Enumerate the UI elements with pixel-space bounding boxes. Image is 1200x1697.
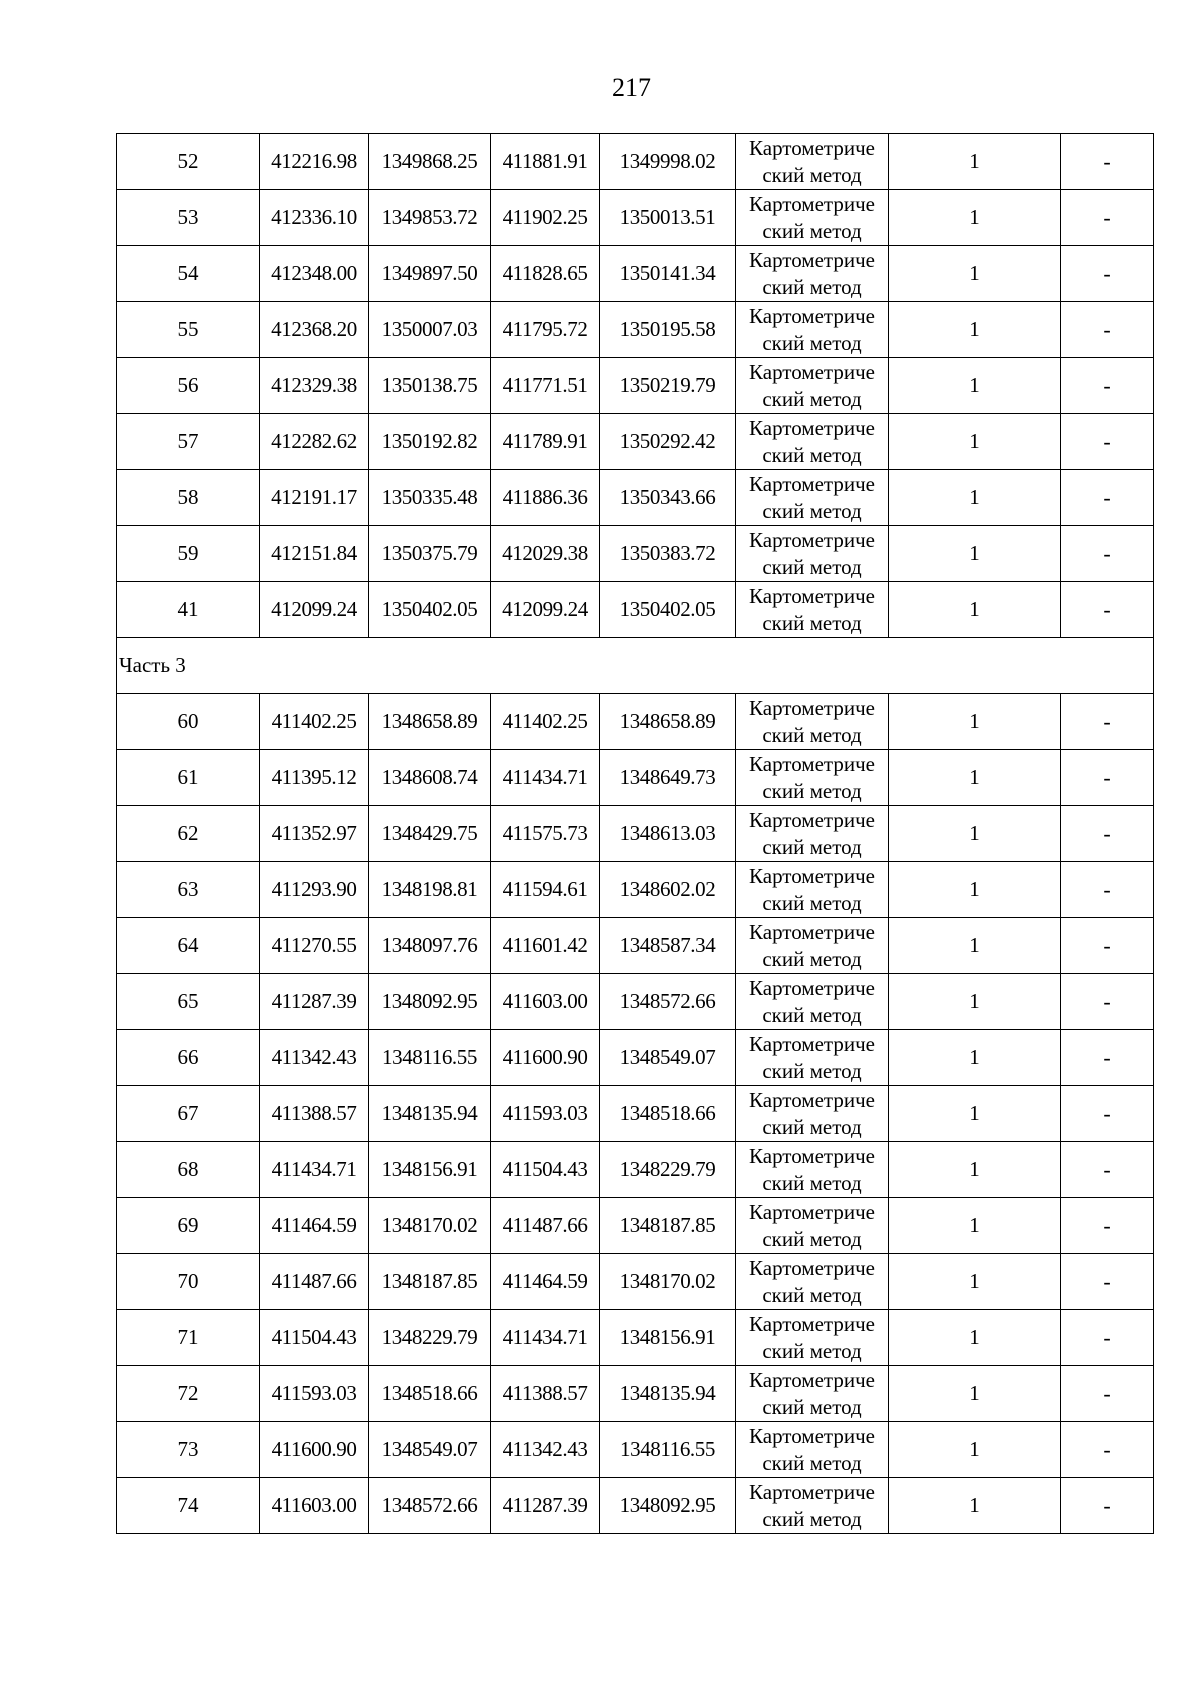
method-cell xyxy=(736,974,889,1030)
note-cell: - xyxy=(1061,1254,1154,1310)
table-row xyxy=(117,1030,1154,1086)
note-cell: - xyxy=(1061,190,1154,246)
method-line-2: ский метод xyxy=(762,947,862,971)
y2-cell: 1348602.02 xyxy=(600,862,736,918)
method-cell xyxy=(736,694,889,750)
point-number-cell: 60 xyxy=(117,694,260,750)
point-number-cell: 74 xyxy=(117,1478,260,1534)
note-cell: - xyxy=(1061,1478,1154,1534)
x2-cell: 411434.71 xyxy=(491,1310,600,1366)
x1-cell: 411487.66 xyxy=(260,1254,369,1310)
method-line-2: ский метод xyxy=(762,1003,862,1027)
method-line-1: Картометриче xyxy=(749,528,875,552)
table-row xyxy=(117,1366,1154,1422)
y1-cell: 1348135.94 xyxy=(369,1086,491,1142)
method-line-2: ский метод xyxy=(762,1283,862,1307)
method-line-1: Картометриче xyxy=(749,1088,875,1112)
y2-cell: 1348613.03 xyxy=(600,806,736,862)
y2-cell: 1348549.07 xyxy=(600,1030,736,1086)
method-line-1: Картометриче xyxy=(749,416,875,440)
method-line-2: ский метод xyxy=(762,1339,862,1363)
accuracy-cell: 1 xyxy=(889,1142,1061,1198)
y1-cell: 1348170.02 xyxy=(369,1198,491,1254)
method-line-1: Картометриче xyxy=(749,472,875,496)
note-cell: - xyxy=(1061,862,1154,918)
accuracy-cell: 1 xyxy=(889,1198,1061,1254)
point-number-cell: 72 xyxy=(117,1366,260,1422)
accuracy-cell: 1 xyxy=(889,470,1061,526)
method-cell xyxy=(736,1030,889,1086)
accuracy-cell: 1 xyxy=(889,414,1061,470)
method-line-2: ский метод xyxy=(762,779,862,803)
note-cell: - xyxy=(1061,806,1154,862)
table-row xyxy=(117,1478,1154,1534)
point-number-cell: 53 xyxy=(117,190,260,246)
method-line-2: ский метод xyxy=(762,1227,862,1251)
x1-cell: 411270.55 xyxy=(260,918,369,974)
method-line-2: ский метод xyxy=(762,1451,862,1475)
x2-cell: 411594.61 xyxy=(491,862,600,918)
x2-cell: 411342.43 xyxy=(491,1422,600,1478)
accuracy-cell: 1 xyxy=(889,358,1061,414)
method-cell xyxy=(736,134,889,190)
y1-cell: 1348187.85 xyxy=(369,1254,491,1310)
x2-cell: 411504.43 xyxy=(491,1142,600,1198)
section-row xyxy=(117,638,1154,694)
accuracy-cell: 1 xyxy=(889,134,1061,190)
y2-cell: 1350013.51 xyxy=(600,190,736,246)
y2-cell: 1350402.05 xyxy=(600,582,736,638)
accuracy-cell: 1 xyxy=(889,1086,1061,1142)
x1-cell: 412191.17 xyxy=(260,470,369,526)
x1-cell: 412099.24 xyxy=(260,582,369,638)
method-line-1: Картометриче xyxy=(749,192,875,216)
note-cell: - xyxy=(1061,918,1154,974)
note-cell: - xyxy=(1061,1422,1154,1478)
x2-cell: 411771.51 xyxy=(491,358,600,414)
method-cell xyxy=(736,1310,889,1366)
point-number-cell: 71 xyxy=(117,1310,260,1366)
point-number-cell: 68 xyxy=(117,1142,260,1198)
table-row xyxy=(117,190,1154,246)
x1-cell: 411352.97 xyxy=(260,806,369,862)
y2-cell: 1350292.42 xyxy=(600,414,736,470)
x1-cell: 412329.38 xyxy=(260,358,369,414)
point-number-cell: 69 xyxy=(117,1198,260,1254)
point-number-cell: 57 xyxy=(117,414,260,470)
accuracy-cell: 1 xyxy=(889,1310,1061,1366)
method-line-1: Картометриче xyxy=(749,1032,875,1056)
accuracy-cell: 1 xyxy=(889,246,1061,302)
y2-cell: 1348170.02 xyxy=(600,1254,736,1310)
point-number-cell: 70 xyxy=(117,1254,260,1310)
method-cell xyxy=(736,918,889,974)
accuracy-cell: 1 xyxy=(889,302,1061,358)
method-cell xyxy=(736,246,889,302)
method-line-2: ский метод xyxy=(762,891,862,915)
method-cell xyxy=(736,862,889,918)
point-number-cell: 59 xyxy=(117,526,260,582)
method-line-1: Картометриче xyxy=(749,864,875,888)
method-line-2: ский метод xyxy=(762,723,862,747)
x2-cell: 411287.39 xyxy=(491,1478,600,1534)
accuracy-cell: 1 xyxy=(889,1478,1061,1534)
table-row xyxy=(117,1142,1154,1198)
y2-cell: 1348649.73 xyxy=(600,750,736,806)
method-cell xyxy=(736,470,889,526)
table-row xyxy=(117,470,1154,526)
method-line-2: ский метод xyxy=(762,1115,862,1139)
y2-cell: 1350343.66 xyxy=(600,470,736,526)
method-line-1: Картометриче xyxy=(749,1256,875,1280)
accuracy-cell: 1 xyxy=(889,1422,1061,1478)
y1-cell: 1348116.55 xyxy=(369,1030,491,1086)
method-cell xyxy=(736,358,889,414)
x2-cell: 411603.00 xyxy=(491,974,600,1030)
method-line-1: Картометриче xyxy=(749,304,875,328)
method-line-1: Картометриче xyxy=(749,360,875,384)
note-cell: - xyxy=(1061,582,1154,638)
table-row xyxy=(117,750,1154,806)
point-number-cell: 56 xyxy=(117,358,260,414)
y1-cell: 1349868.25 xyxy=(369,134,491,190)
note-cell: - xyxy=(1061,302,1154,358)
x1-cell: 411402.25 xyxy=(260,694,369,750)
note-cell: - xyxy=(1061,1030,1154,1086)
y1-cell: 1348572.66 xyxy=(369,1478,491,1534)
y1-cell: 1350138.75 xyxy=(369,358,491,414)
method-cell xyxy=(736,414,889,470)
y1-cell: 1350335.48 xyxy=(369,470,491,526)
accuracy-cell: 1 xyxy=(889,918,1061,974)
x2-cell: 411575.73 xyxy=(491,806,600,862)
y2-cell: 1348572.66 xyxy=(600,974,736,1030)
y2-cell: 1348092.95 xyxy=(600,1478,736,1534)
y1-cell: 1350007.03 xyxy=(369,302,491,358)
method-line-1: Картометриче xyxy=(749,1144,875,1168)
coordinates-table xyxy=(116,133,1154,1534)
x2-cell: 411886.36 xyxy=(491,470,600,526)
y1-cell: 1348549.07 xyxy=(369,1422,491,1478)
section-label: Часть 3 xyxy=(117,638,1154,694)
point-number-cell: 62 xyxy=(117,806,260,862)
accuracy-cell: 1 xyxy=(889,974,1061,1030)
method-line-1: Картометриче xyxy=(749,976,875,1000)
x2-cell: 411388.57 xyxy=(491,1366,600,1422)
note-cell: - xyxy=(1061,414,1154,470)
x2-cell: 411487.66 xyxy=(491,1198,600,1254)
y2-cell: 1348229.79 xyxy=(600,1142,736,1198)
accuracy-cell: 1 xyxy=(889,582,1061,638)
method-cell xyxy=(736,1422,889,1478)
accuracy-cell: 1 xyxy=(889,694,1061,750)
method-line-2: ский метод xyxy=(762,1059,862,1083)
accuracy-cell: 1 xyxy=(889,1254,1061,1310)
note-cell: - xyxy=(1061,750,1154,806)
method-cell xyxy=(736,1086,889,1142)
note-cell: - xyxy=(1061,694,1154,750)
method-line-1: Картометриче xyxy=(749,752,875,776)
method-line-2: ский метод xyxy=(762,1171,862,1195)
method-line-1: Картометриче xyxy=(749,1480,875,1504)
note-cell: - xyxy=(1061,526,1154,582)
table-row xyxy=(117,1422,1154,1478)
y1-cell: 1350402.05 xyxy=(369,582,491,638)
x2-cell: 411600.90 xyxy=(491,1030,600,1086)
x2-cell: 411434.71 xyxy=(491,750,600,806)
table-row xyxy=(117,246,1154,302)
method-line-1: Картометриче xyxy=(749,584,875,608)
accuracy-cell: 1 xyxy=(889,750,1061,806)
method-cell xyxy=(736,190,889,246)
table-row xyxy=(117,974,1154,1030)
table-row xyxy=(117,806,1154,862)
method-line-2: ский метод xyxy=(762,499,862,523)
y1-cell: 1348156.91 xyxy=(369,1142,491,1198)
method-line-2: ский метод xyxy=(762,443,862,467)
x1-cell: 412336.10 xyxy=(260,190,369,246)
table-row xyxy=(117,694,1154,750)
point-number-cell: 55 xyxy=(117,302,260,358)
point-number-cell: 58 xyxy=(117,470,260,526)
method-line-2: ский метод xyxy=(762,1507,862,1531)
table-row xyxy=(117,1198,1154,1254)
y1-cell: 1348097.76 xyxy=(369,918,491,974)
method-line-1: Картометриче xyxy=(749,1200,875,1224)
y1-cell: 1348229.79 xyxy=(369,1310,491,1366)
accuracy-cell: 1 xyxy=(889,862,1061,918)
x2-cell: 411464.59 xyxy=(491,1254,600,1310)
method-cell xyxy=(736,302,889,358)
note-cell: - xyxy=(1061,134,1154,190)
y1-cell: 1348658.89 xyxy=(369,694,491,750)
x2-cell: 412029.38 xyxy=(491,526,600,582)
x1-cell: 411603.00 xyxy=(260,1478,369,1534)
x2-cell: 411881.91 xyxy=(491,134,600,190)
table-row xyxy=(117,358,1154,414)
table-row xyxy=(117,582,1154,638)
method-cell xyxy=(736,1366,889,1422)
x2-cell: 411789.91 xyxy=(491,414,600,470)
method-line-1: Картометриче xyxy=(749,1368,875,1392)
point-number-cell: 52 xyxy=(117,134,260,190)
point-number-cell: 67 xyxy=(117,1086,260,1142)
x1-cell: 411504.43 xyxy=(260,1310,369,1366)
method-cell xyxy=(736,1142,889,1198)
y2-cell: 1350383.72 xyxy=(600,526,736,582)
note-cell: - xyxy=(1061,1086,1154,1142)
method-cell xyxy=(736,582,889,638)
method-line-2: ский метод xyxy=(762,835,862,859)
y2-cell: 1350195.58 xyxy=(600,302,736,358)
method-cell xyxy=(736,750,889,806)
x2-cell: 411828.65 xyxy=(491,246,600,302)
x1-cell: 411287.39 xyxy=(260,974,369,1030)
method-line-2: ский метод xyxy=(762,611,862,635)
accuracy-cell: 1 xyxy=(889,190,1061,246)
accuracy-cell: 1 xyxy=(889,806,1061,862)
y2-cell: 1348116.55 xyxy=(600,1422,736,1478)
method-cell xyxy=(736,526,889,582)
table-row xyxy=(117,302,1154,358)
table-row xyxy=(117,526,1154,582)
note-cell: - xyxy=(1061,358,1154,414)
x1-cell: 411388.57 xyxy=(260,1086,369,1142)
y1-cell: 1348608.74 xyxy=(369,750,491,806)
method-line-1: Картометриче xyxy=(749,920,875,944)
method-line-1: Картометриче xyxy=(749,696,875,720)
table-row xyxy=(117,414,1154,470)
note-cell: - xyxy=(1061,470,1154,526)
note-cell: - xyxy=(1061,1142,1154,1198)
method-line-1: Картометриче xyxy=(749,136,875,160)
x1-cell: 411293.90 xyxy=(260,862,369,918)
y1-cell: 1348092.95 xyxy=(369,974,491,1030)
x1-cell: 412151.84 xyxy=(260,526,369,582)
method-line-2: ский метод xyxy=(762,387,862,411)
y1-cell: 1348518.66 xyxy=(369,1366,491,1422)
x1-cell: 411342.43 xyxy=(260,1030,369,1086)
y2-cell: 1350141.34 xyxy=(600,246,736,302)
method-line-1: Картометриче xyxy=(749,1424,875,1448)
method-line-1: Картометриче xyxy=(749,808,875,832)
y2-cell: 1350219.79 xyxy=(600,358,736,414)
point-number-cell: 65 xyxy=(117,974,260,1030)
y1-cell: 1350375.79 xyxy=(369,526,491,582)
point-number-cell: 41 xyxy=(117,582,260,638)
y1-cell: 1349897.50 xyxy=(369,246,491,302)
y2-cell: 1348187.85 xyxy=(600,1198,736,1254)
y2-cell: 1348135.94 xyxy=(600,1366,736,1422)
note-cell: - xyxy=(1061,974,1154,1030)
method-cell xyxy=(736,1254,889,1310)
x1-cell: 411395.12 xyxy=(260,750,369,806)
y1-cell: 1348429.75 xyxy=(369,806,491,862)
x2-cell: 411593.03 xyxy=(491,1086,600,1142)
method-line-1: Картометриче xyxy=(749,1312,875,1336)
y2-cell: 1348518.66 xyxy=(600,1086,736,1142)
note-cell: - xyxy=(1061,1198,1154,1254)
note-cell: - xyxy=(1061,246,1154,302)
x1-cell: 412282.62 xyxy=(260,414,369,470)
note-cell: - xyxy=(1061,1310,1154,1366)
method-cell xyxy=(736,806,889,862)
x1-cell: 412348.00 xyxy=(260,246,369,302)
x1-cell: 412216.98 xyxy=(260,134,369,190)
x1-cell: 411593.03 xyxy=(260,1366,369,1422)
table-row xyxy=(117,918,1154,974)
table-row xyxy=(117,1254,1154,1310)
note-cell: - xyxy=(1061,1366,1154,1422)
table-row xyxy=(117,134,1154,190)
point-number-cell: 73 xyxy=(117,1422,260,1478)
point-number-cell: 66 xyxy=(117,1030,260,1086)
y2-cell: 1348658.89 xyxy=(600,694,736,750)
table-row xyxy=(117,1310,1154,1366)
method-line-2: ский метод xyxy=(762,275,862,299)
method-line-1: Картометриче xyxy=(749,248,875,272)
page-number: 217 xyxy=(612,73,651,102)
y2-cell: 1349998.02 xyxy=(600,134,736,190)
table-body xyxy=(117,134,1154,1534)
x2-cell: 411795.72 xyxy=(491,302,600,358)
x1-cell: 412368.20 xyxy=(260,302,369,358)
table-row xyxy=(117,862,1154,918)
method-line-2: ский метод xyxy=(762,555,862,579)
accuracy-cell: 1 xyxy=(889,1030,1061,1086)
y1-cell: 1348198.81 xyxy=(369,862,491,918)
x1-cell: 411464.59 xyxy=(260,1198,369,1254)
accuracy-cell: 1 xyxy=(889,1366,1061,1422)
method-line-2: ский метод xyxy=(762,163,862,187)
x1-cell: 411600.90 xyxy=(260,1422,369,1478)
point-number-cell: 61 xyxy=(117,750,260,806)
x2-cell: 411601.42 xyxy=(491,918,600,974)
y1-cell: 1350192.82 xyxy=(369,414,491,470)
point-number-cell: 63 xyxy=(117,862,260,918)
accuracy-cell: 1 xyxy=(889,526,1061,582)
method-cell xyxy=(736,1198,889,1254)
y1-cell: 1349853.72 xyxy=(369,190,491,246)
y2-cell: 1348156.91 xyxy=(600,1310,736,1366)
x2-cell: 411902.25 xyxy=(491,190,600,246)
point-number-cell: 54 xyxy=(117,246,260,302)
table-row xyxy=(117,1086,1154,1142)
point-number-cell: 64 xyxy=(117,918,260,974)
method-line-2: ский метод xyxy=(762,219,862,243)
x1-cell: 411434.71 xyxy=(260,1142,369,1198)
y2-cell: 1348587.34 xyxy=(600,918,736,974)
method-line-2: ский метод xyxy=(762,1395,862,1419)
method-line-2: ский метод xyxy=(762,331,862,355)
x2-cell: 411402.25 xyxy=(491,694,600,750)
method-cell xyxy=(736,1478,889,1534)
x2-cell: 412099.24 xyxy=(491,582,600,638)
